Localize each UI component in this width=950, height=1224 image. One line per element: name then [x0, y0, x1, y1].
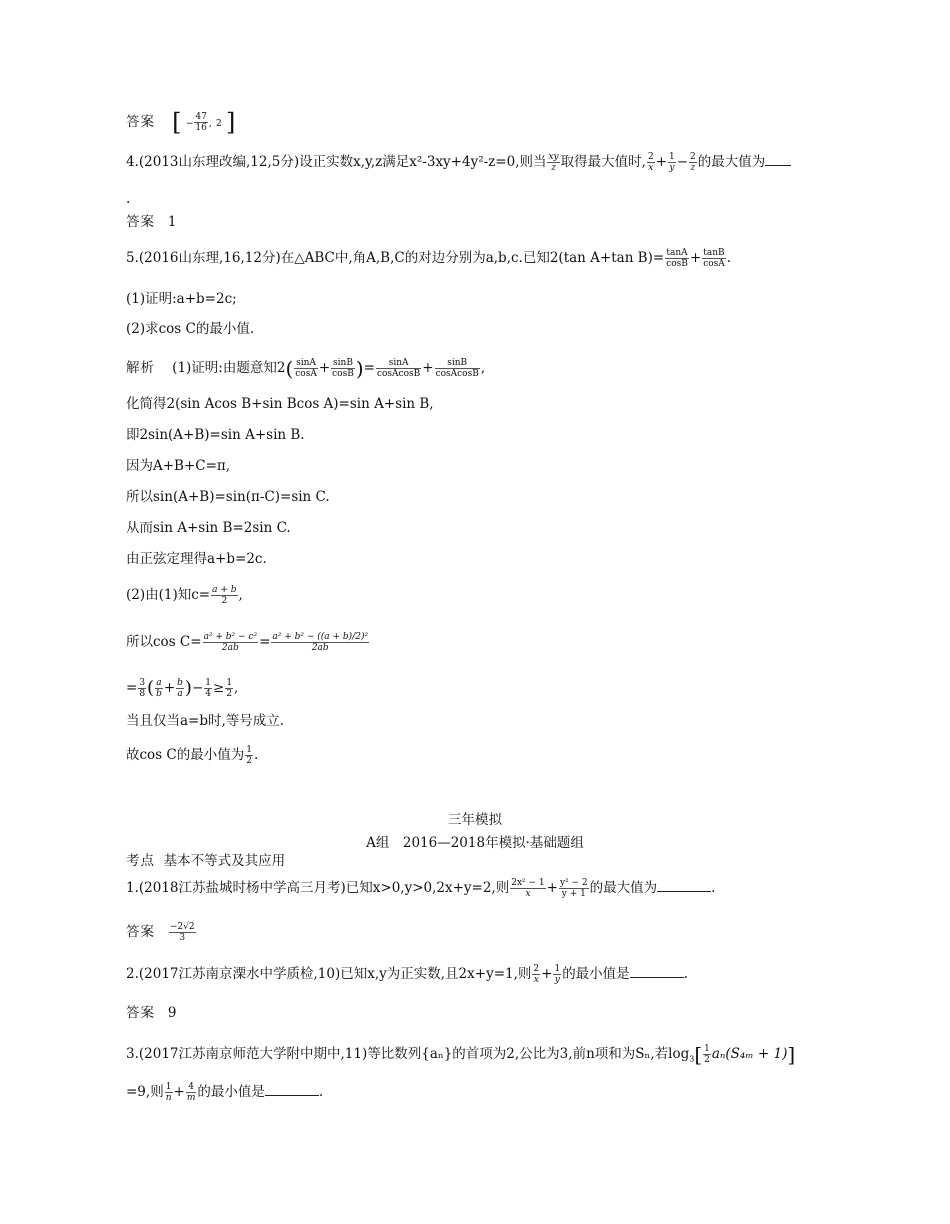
answer-value: 1	[167, 214, 177, 230]
answer-row-top: 答案 [ − $\frac{47}{16}$ , 2 ]	[126, 108, 236, 137]
fraction: $\frac{\text{y² − 2}}{y + 1}$	[559, 878, 588, 899]
m1-stem: 1.(2018江苏盐城时杨中学高三月考)已知x>0,y>0,2x+y=2,则	[126, 880, 510, 896]
fraction: $\frac{1}{2}$	[226, 678, 233, 699]
solution-line-3: 即2sin(A+B)=sin A+sin B.	[126, 427, 305, 443]
mock-question-3: 3.(2017江苏南京师范大学附中期中,11)等比数列{aₙ}的首项为2,公比为3,前n项和为Sₙ,若$\log_3$[ $\frac{1}{2}$ aₙ(S₄ₘ + 1)]	[126, 1042, 796, 1067]
m2-answer	[126, 1004, 176, 1022]
m3-stem: 3.(2017江苏南京师范大学附中期中,11)等比数列{aₙ}的首项为2,公比为3,前n项和为Sₙ,若log	[126, 1046, 690, 1062]
section-title: 三年模拟	[448, 812, 502, 828]
solution-line-11: 当且仅当a=b时,等号成立.	[126, 713, 285, 729]
answer-label: 答案	[126, 214, 155, 230]
q4-stem-b: 取得最大值时,	[560, 154, 646, 170]
solution-line-5: 所以sin(A+B)=sin(π-C)=sin C.	[126, 489, 330, 505]
right-bracket: ]	[226, 108, 236, 137]
solution-line-8: (2)由(1)知c= $\frac{a + b}{2}$ ,	[126, 585, 243, 606]
q5-part1: (1)证明:a+b=2c;	[126, 291, 237, 307]
fraction: $\frac{\tan B}{\cos A}$	[703, 248, 725, 269]
solution-line-7: 由正弦定理得a+b=2c.	[126, 551, 267, 567]
m3-line2-b: 的最小值是	[197, 1084, 265, 1100]
question-4: 4.(2013山东理改编,12,5分)设正实数x,y,z满足x²-3xy+4y²-z=0,则当 $\frac{xy}{z}$ 取得最大值时, $\frac{2}{x}$ + $\frac{1}{y}$ − $\frac{2}{z}$ 的最大值为	[126, 152, 791, 173]
fraction: $\frac{2}{x}$	[647, 152, 654, 173]
fraction: $\frac{1}{y}$	[554, 964, 561, 985]
m2-stem-b: 的最小值是	[562, 966, 630, 982]
solution-line-12: 故cos C的最小值为 $\frac{1}{2}$ .	[126, 745, 259, 766]
fraction: $\frac{1}{y}$	[669, 152, 675, 173]
answer-label: 答案	[126, 924, 155, 940]
answer-value: 9	[167, 1005, 177, 1021]
solution-line-6: 从而sin A+sin B=2sin C.	[126, 520, 291, 536]
fraction: $\frac{\sin B}{\text{cosAcosB}}$	[435, 358, 479, 379]
q5-end: .	[726, 250, 732, 266]
fraction: $\frac{\sin A}{\text{cosAcosB}}$	[376, 358, 421, 379]
q5-stem: 5.(2016山东理,16,12分)在△ABC中,角A,B,C的对边分别为a,b,c.已知2(tan A+tan B)=	[126, 250, 665, 266]
answer-blank	[657, 879, 711, 892]
question-5: 5.(2016山东理,16,12分)在△ABC中,角A,B,C的对边分别为a,b,c.已知2(tan A+tan B)= $\frac{\tan A}{\cos B}$ + $\frac{\tan B}{\cos A}$ .	[126, 248, 732, 269]
fraction: $\frac{-2√2}{3}$	[169, 922, 195, 943]
m2-stem: 2.(2017江苏南京溧水中学质检,10)已知x,y为正实数,且2x+y=1,则	[126, 966, 532, 982]
answer-label: 答案	[126, 114, 155, 130]
solution-line-10: = $\frac{3}{8}$ ( $\frac{a}{b}$ + $\frac{b}{a}$ )− $\frac{1}{4}$ ≥ $\frac{1}{2}$ ,	[126, 677, 239, 699]
minus-sign: −	[185, 119, 194, 129]
inner-expression: aₙ(S₄ₘ + 1)	[711, 1046, 788, 1062]
fraction-xy-z: $\frac{xy}{z}$	[548, 152, 559, 173]
fraction: $\frac{1}{2}$	[246, 745, 252, 766]
fraction: $\frac{\text{2x² − 1}}{x}$	[511, 878, 545, 899]
fraction: $\frac{\text{a² + b² − ((a + b)/2)²}}{2ab}$	[272, 632, 369, 653]
fraction: $\frac{4}{m}$	[186, 1082, 196, 1103]
solution-line-4: 因为A+B+C=π,	[126, 458, 231, 474]
mock-question-2: 2.(2017江苏南京溧水中学质检,10)已知x,y为正实数,且2x+y=1,则 $\frac{2}{x}$ + $\frac{1}{y}$ 的最小值是 .	[126, 964, 688, 985]
solution-line-2: 化简得2(sin Acos B+sin Bcos A)=sin A+sin B,	[126, 396, 434, 412]
upper-bound: 2	[216, 119, 222, 129]
plus: +	[546, 880, 558, 896]
solution-line-9: 所以cos C= $\frac{\text{a² + b² − c²}}{2ab}$ = $\frac{\text{a² + b² − ((a + b)/2)²}}{2ab}$	[126, 632, 369, 653]
m1-answer	[126, 922, 197, 943]
m3-end: .	[318, 1084, 324, 1100]
q4-answer	[126, 213, 176, 231]
topic-text: 基本不等式及其应用	[163, 853, 286, 869]
fraction: $\frac{47}{16}$	[195, 112, 207, 133]
q4-stem: 4.(2013山东理改编,12,5分)设正实数x,y,z满足x²-3xy+4y²-z=0,则当	[126, 154, 547, 170]
topic-line	[126, 852, 285, 870]
answer-label: 答案	[126, 1005, 155, 1021]
m3-line-2: =9,则 $\frac{1}{n}$ + $\frac{4}{m}$ 的最小值是 .	[126, 1082, 324, 1103]
q5-part2: (2)求cos C的最小值.	[126, 321, 255, 337]
line9-text: 所以cos C=	[126, 634, 202, 650]
fraction: $\frac{\sin A}{\cos A}$	[295, 358, 317, 379]
section-subtitle: A组 2016—2018年模拟·基础题组	[366, 835, 584, 851]
eq-sign: =	[126, 680, 138, 696]
fraction: $\frac{1}{2}$	[704, 1044, 710, 1065]
answer-blank	[765, 153, 791, 166]
fraction: $\frac{1}{n}$	[165, 1082, 172, 1103]
log-base: 3	[689, 1054, 695, 1064]
m1-stem-b: 的最大值为	[589, 880, 658, 896]
fraction: $\frac{a}{b}$	[156, 678, 162, 699]
fraction: $\frac{\text{a² + b² − c²}}{2ab}$	[203, 632, 258, 653]
fraction: $\frac{a + b}{2}$	[212, 585, 237, 606]
q4-stem-c: 的最大值为	[697, 154, 766, 170]
line12-text: 故cos C的最小值为	[126, 747, 245, 763]
answer-blank	[265, 1083, 319, 1096]
mock-question-1: 1.(2018江苏盐城时杨中学高三月考)已知x>0,y>0,2x+y=2,则 $\frac{\text{2x² − 1}}{x}$ + $\frac{\text{y² − 2}}{y + 1}$ 的最大值为 .	[126, 878, 716, 899]
fraction: $\frac{3}{8}$	[139, 678, 146, 699]
line8-text: (2)由(1)知c=	[126, 587, 211, 603]
fraction: $\frac{2}{x}$	[533, 964, 540, 985]
fraction: $\frac{\tan A}{\cos B}$	[666, 248, 688, 269]
fraction: $\frac{b}{a}$	[177, 678, 183, 699]
topic-label: 考点	[126, 853, 155, 869]
q4-tail: .	[126, 191, 131, 207]
left-bracket: [	[172, 108, 182, 137]
fraction: $\frac{\sin B}{\cos B}$	[332, 358, 354, 379]
m3-line2-text: =9,则	[126, 1084, 164, 1100]
answer-blank	[630, 965, 684, 978]
solution-label: 解析	[126, 360, 155, 376]
solution-line-1: 解析 (1)证明:由题意知2( $\frac{\sin A}{\cos A}$ + $\frac{\sin B}{\cos B}$ )= $\frac{\sin A}{\text{cosAcosB}}$ + $\frac{\sin B}{\text{cosAcosB}}$ ,	[126, 356, 486, 381]
sol1-text: (1)证明:由题意知2	[172, 360, 286, 376]
fraction: $\frac{1}{4}$	[205, 678, 211, 699]
fraction: $\frac{2}{z}$	[690, 152, 696, 173]
